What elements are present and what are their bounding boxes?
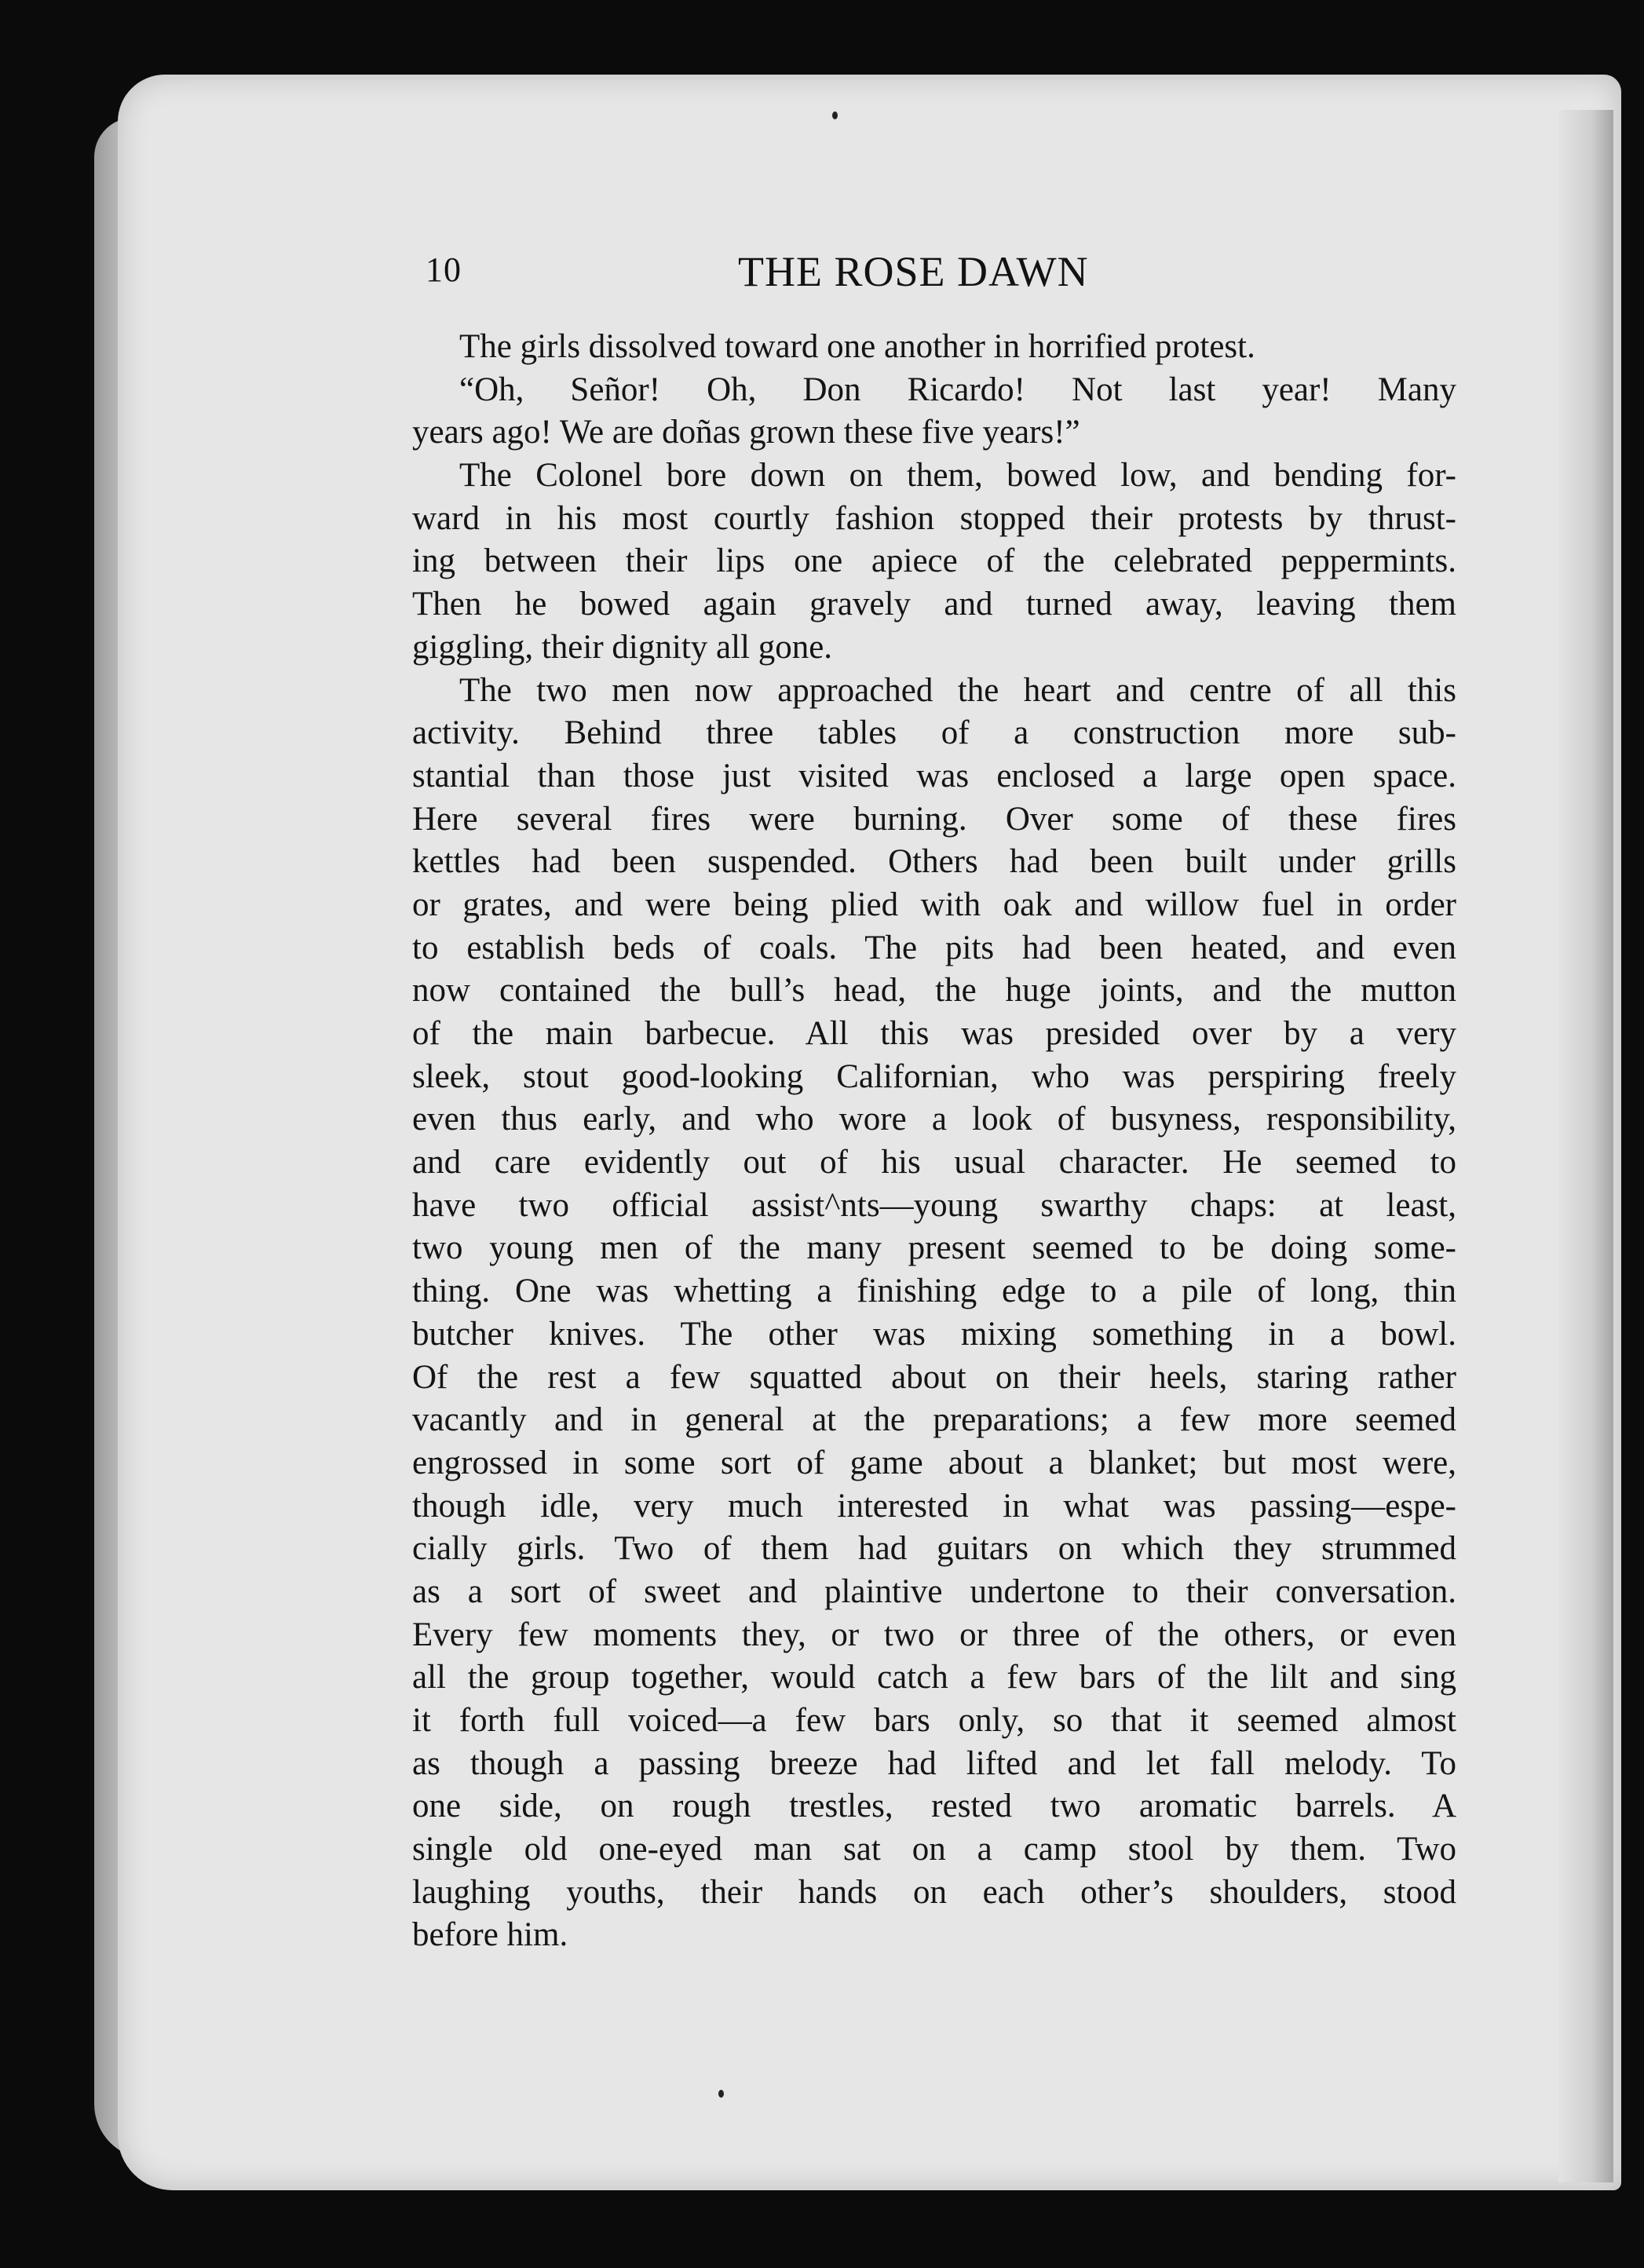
text-line: butcher knives. The other was mixing something in a bowl. [412,1315,1456,1353]
text-line: two young men of the many present seemed to be doing some- [412,1229,1456,1267]
text-line: now contained the bull’s head, the huge joints, and the mutton [412,972,1456,1010]
text-line: and care evidently out of his usual character. He seemed to [412,1144,1456,1181]
text-line: ing between their lips one apiece of the celebrated peppermints. [412,542,1456,580]
text-line: Here several fires were burning. Over some of these fires [412,800,1456,838]
text-line: The girls dissolved toward one another in horrified protest. [459,328,1255,365]
page-header [408,243,1460,306]
text-line: as though a passing breeze had lifted and let fall melody. To [412,1744,1456,1782]
running-title: THE ROSE DAWN [738,248,1089,295]
stray-mark [718,2090,724,2098]
text-line: Of the rest a few squatted about on their heels, staring rather [412,1358,1456,1396]
text-line: cially girls. Two of them had guitars on which they strummed [412,1530,1456,1568]
text-line: sleek, stout good-looking Californian, who was perspiring freely [412,1057,1456,1095]
text-line: all the group together, would catch a few bars of the lilt and sing [412,1659,1456,1696]
text-line: or grates, and were being plied with oak and willow fuel in order [412,886,1456,923]
text-line: laughing youths, their hands on each other’s shoulders, stood [412,1873,1456,1911]
text-line: activity. Behind three tables of a construction more sub- [412,714,1456,752]
text-line: of the main barbecue. All this was presided over by a very [412,1015,1456,1052]
text-line: to establish beds of coals. The pits had been heated, and even [412,929,1456,966]
text-line: Every few moments they, or two or three of the others, or even [412,1616,1456,1653]
text-line: kettles had been suspended. Others had been built under grills [412,843,1456,881]
text-line: stantial than those just visited was enclosed a large open space. [412,757,1456,794]
page-edge-right [1558,110,1613,2182]
text-line: The Colonel bore down on them, bowed low, and bending for- [459,457,1456,495]
text-line: years ago! We are doñas grown these five years!” [412,414,1080,451]
text-line: thing. One was whetting a finishing edge to a pile of long, thin [412,1273,1456,1310]
text-line: it forth full voiced—a few bars only, so that it seemed almost [412,1702,1456,1739]
text-line: vacantly and in general at the preparations; a few more seemed [412,1401,1456,1439]
text-line: as a sort of sweet and plaintive undertone to their conversation. [412,1572,1456,1610]
text-line: “Oh, Señor! Oh, Don Ricardo! Not last year! Many [459,371,1456,408]
text-line: single old one-eyed man sat on a camp stool by them. Two [412,1831,1456,1868]
body-text [412,326,1456,1957]
text-line: even thus early, and who wore a look of busyness, responsibility, [412,1101,1456,1138]
text-line: have two official assist^nts—young swarthy chaps: at least, [412,1186,1456,1224]
text-line: giggling, their dignity all gone. [412,628,833,666]
text-line: engrossed in some sort of game about a blanket; but most were, [412,1444,1456,1481]
text-line: ward in his most courtly fashion stopped their protests by thrust- [412,499,1456,537]
page-number: 10 [426,250,462,289]
text-line: Then he bowed again gravely and turned away, leaving them [412,586,1456,623]
text-line: one side, on rough trestles, rested two aromatic barrels. A [412,1788,1456,1825]
stray-mark [832,111,838,119]
text-line: though idle, very much interested in what was passing—espe- [412,1487,1456,1525]
text-line: The two men now approached the heart and centre of all this [459,671,1456,709]
text-line: before him. [412,1916,568,1954]
